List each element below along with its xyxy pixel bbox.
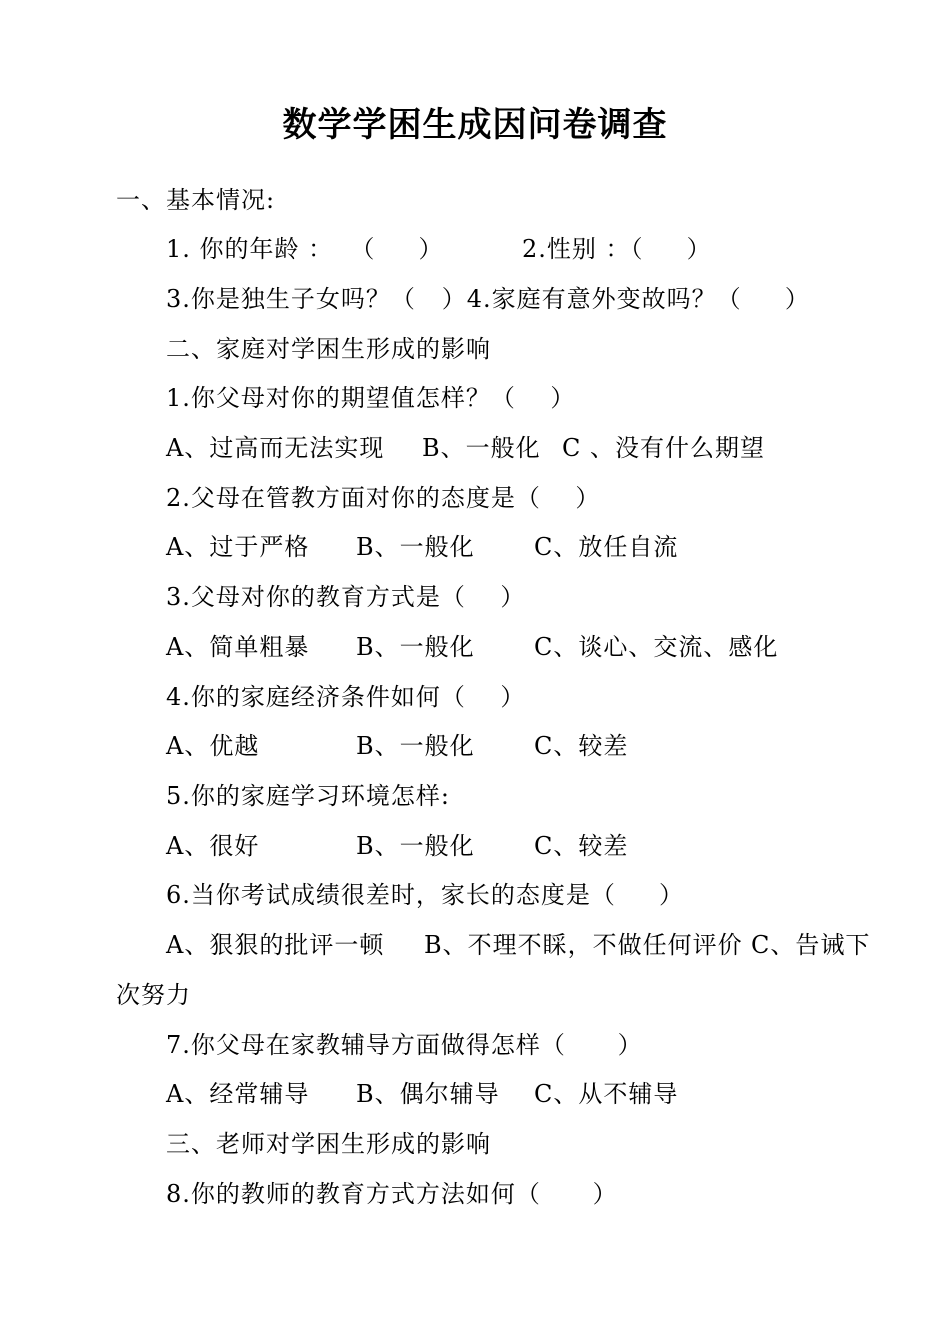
option-a: A、经常辅导	[166, 1080, 310, 1108]
option-c: C 、没有什么期望	[562, 434, 765, 462]
option-b: B、不理不睬，不做任何评价	[424, 931, 743, 959]
options-row	[166, 928, 871, 962]
option-a: A、优越	[166, 732, 260, 760]
options-row	[166, 729, 866, 763]
question-family-economy: 4.你的家庭经济条件如何（ ）	[166, 683, 526, 711]
option-a: A、过高而无法实现	[166, 434, 385, 462]
question-study-environment: 5.你的家庭学习环境怎样:	[166, 782, 450, 810]
section-heading-basic: 一、基本情况:	[116, 186, 276, 214]
option-b: B、一般化	[356, 832, 475, 860]
option-c: C、从不辅导	[534, 1080, 679, 1108]
option-c: C、告诫下	[751, 931, 871, 959]
question-parent-expectation: 1.你父母对你的期望值怎样？（ ）	[166, 384, 576, 412]
question-teacher-method: 8.你的教师的教育方式方法如何（ ）	[166, 1180, 618, 1208]
option-b: B、一般化	[422, 434, 541, 462]
options-row	[166, 1077, 866, 1111]
options-row	[166, 530, 866, 564]
question-row	[166, 232, 866, 266]
section-heading-family: 二、家庭对学困生形成的影响	[166, 335, 491, 363]
question-parent-attitude: 2.父母在管教方面对你的态度是（ ）	[166, 484, 601, 512]
option-c: C、谈心、交流、感化	[534, 633, 779, 661]
option-a: A、过于严格	[166, 533, 310, 561]
question-gender: 2.性别 ：（ ）	[522, 235, 712, 263]
question-only-child-family-change: 3.你是独生子女吗？（ ）4.家庭有意外变故吗？（ ）	[166, 285, 810, 313]
options-row	[166, 431, 866, 465]
option-a: A、很好	[166, 832, 260, 860]
options-row	[166, 630, 866, 664]
option-a: A、简单粗暴	[166, 633, 310, 661]
option-c: C、较差	[534, 732, 629, 760]
option-b: B、偶尔辅导	[356, 1080, 500, 1108]
option-b: B、一般化	[356, 533, 475, 561]
option-a: A、狠狠的批评一顿	[166, 931, 385, 959]
option-b: B、一般化	[356, 633, 475, 661]
option-c-continued: 次努力	[116, 981, 191, 1009]
question-education-style: 3.父母对你的教育方式是（ ）	[166, 583, 526, 611]
section-heading-teacher: 三、老师对学困生形成的影响	[166, 1130, 491, 1158]
options-row	[166, 829, 866, 863]
question-parent-reaction: 6.当你考试成绩很差时，家长的态度是（ ）	[166, 881, 685, 909]
question-home-tutoring: 7.你父母在家教辅导方面做得怎样（ ）	[166, 1031, 643, 1059]
option-b: B、一般化	[356, 732, 475, 760]
question-age: 1. 你的年龄 ： （ ）	[166, 235, 444, 263]
document-title: 数学学困生成因问卷调查	[282, 105, 668, 145]
option-c: C、较差	[534, 832, 629, 860]
option-c: C、放任自流	[534, 533, 679, 561]
